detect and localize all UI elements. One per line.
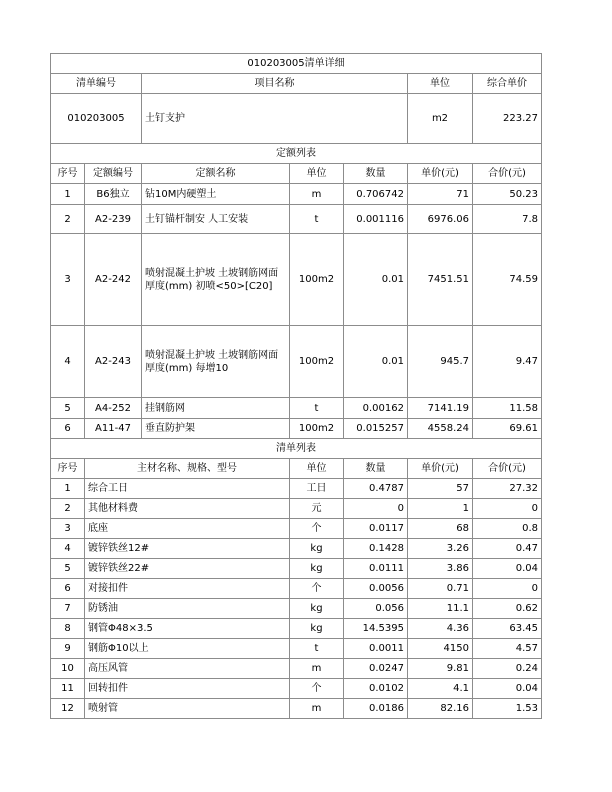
material-total: 0.8 — [473, 519, 542, 539]
material-name: 镀锌铁丝22# — [85, 559, 290, 579]
quota-no: 1 — [51, 184, 85, 205]
material-name: 其他材料费 — [85, 499, 290, 519]
material-price: 0.71 — [408, 579, 473, 599]
material-no: 9 — [51, 639, 85, 659]
material-name: 钢管Φ48×3.5 — [85, 619, 290, 639]
quota-header: 单价(元) — [408, 164, 473, 184]
material-name: 镀锌铁丝12# — [85, 539, 290, 559]
material-unit: kg — [290, 619, 344, 639]
material-unit: kg — [290, 539, 344, 559]
materials-row — [51, 639, 542, 659]
quota-total: 11.58 — [473, 398, 542, 419]
material-qty: 0.0056 — [344, 579, 408, 599]
quota-code: A4-252 — [85, 398, 142, 419]
quota-header: 数量 — [344, 164, 408, 184]
material-unit: t — [290, 639, 344, 659]
material-price: 57 — [408, 479, 473, 499]
material-total: 4.57 — [473, 639, 542, 659]
material-price: 11.1 — [408, 599, 473, 619]
material-total: 27.32 — [473, 479, 542, 499]
quota-header-row — [51, 164, 542, 184]
material-no: 11 — [51, 679, 85, 699]
summary-header-code: 清单编号 — [51, 74, 142, 94]
quota-price: 4558.24 — [408, 419, 473, 439]
quota-price: 945.7 — [408, 326, 473, 398]
quota-unit: 100m2 — [290, 326, 344, 398]
material-name: 回转扣件 — [85, 679, 290, 699]
summary-price: 223.27 — [473, 94, 542, 144]
material-total: 0 — [473, 579, 542, 599]
material-name: 钢筋Φ10以上 — [85, 639, 290, 659]
quota-price: 71 — [408, 184, 473, 205]
material-qty: 0.0186 — [344, 699, 408, 719]
quota-name: 喷射混凝土护坡 土坡钢筋网面 厚度(mm) 初喷<50>[C20] — [142, 234, 290, 326]
material-total: 0.04 — [473, 559, 542, 579]
material-unit: 个 — [290, 519, 344, 539]
quota-no: 2 — [51, 205, 85, 234]
quota-unit: 100m2 — [290, 234, 344, 326]
quota-row — [51, 398, 542, 419]
quota-code: B6独立 — [85, 184, 142, 205]
quota-qty: 0.01 — [344, 326, 408, 398]
material-unit: kg — [290, 599, 344, 619]
material-total: 0.47 — [473, 539, 542, 559]
material-no: 8 — [51, 619, 85, 639]
material-no: 6 — [51, 579, 85, 599]
material-unit: 个 — [290, 579, 344, 599]
quota-header: 单位 — [290, 164, 344, 184]
materials-row — [51, 499, 542, 519]
quota-no: 3 — [51, 234, 85, 326]
quota-unit: 100m2 — [290, 419, 344, 439]
material-price: 4150 — [408, 639, 473, 659]
materials-row — [51, 619, 542, 639]
bill-detail-table — [50, 53, 542, 719]
quota-header: 序号 — [51, 164, 85, 184]
quota-qty: 0.015257 — [344, 419, 408, 439]
quota-section-title: 定额列表 — [51, 144, 542, 164]
material-qty: 0.1428 — [344, 539, 408, 559]
quota-price: 7141.19 — [408, 398, 473, 419]
material-total: 0.04 — [473, 679, 542, 699]
materials-header-row — [51, 459, 542, 479]
quota-header: 定额编号 — [85, 164, 142, 184]
materials-row — [51, 679, 542, 699]
quota-row — [51, 205, 542, 234]
material-name: 高压风管 — [85, 659, 290, 679]
materials-row — [51, 599, 542, 619]
materials-header: 单价(元) — [408, 459, 473, 479]
material-name: 对接扣件 — [85, 579, 290, 599]
quota-row — [51, 234, 542, 326]
material-no: 7 — [51, 599, 85, 619]
materials-body — [51, 479, 542, 719]
material-no: 12 — [51, 699, 85, 719]
materials-row — [51, 479, 542, 499]
material-unit: m — [290, 659, 344, 679]
material-no: 3 — [51, 519, 85, 539]
quota-code: A11-47 — [85, 419, 142, 439]
material-unit: m — [290, 699, 344, 719]
material-unit: kg — [290, 559, 344, 579]
material-name: 防锈油 — [85, 599, 290, 619]
materials-row — [51, 519, 542, 539]
quota-name: 挂钢筋网 — [142, 398, 290, 419]
quota-total: 74.59 — [473, 234, 542, 326]
material-no: 5 — [51, 559, 85, 579]
material-qty: 14.5395 — [344, 619, 408, 639]
material-total: 63.45 — [473, 619, 542, 639]
quota-name: 喷射混凝土护坡 土坡钢筋网面 厚度(mm) 每增10 — [142, 326, 290, 398]
quota-total: 69.61 — [473, 419, 542, 439]
page-title: 010203005清单详细 — [51, 54, 542, 74]
quota-row — [51, 184, 542, 205]
material-total: 0 — [473, 499, 542, 519]
quota-unit: t — [290, 398, 344, 419]
quota-row — [51, 419, 542, 439]
summary-header-name: 项目名称 — [142, 74, 408, 94]
material-unit: 工日 — [290, 479, 344, 499]
material-no: 10 — [51, 659, 85, 679]
quota-qty: 0.706742 — [344, 184, 408, 205]
quota-name: 土钉锚杆制安 人工安装 — [142, 205, 290, 234]
material-no: 2 — [51, 499, 85, 519]
quota-no: 6 — [51, 419, 85, 439]
quota-qty: 0.00162 — [344, 398, 408, 419]
material-price: 4.1 — [408, 679, 473, 699]
material-price: 9.81 — [408, 659, 473, 679]
material-no: 1 — [51, 479, 85, 499]
material-name: 底座 — [85, 519, 290, 539]
materials-row — [51, 699, 542, 719]
quota-code: A2-242 — [85, 234, 142, 326]
material-no: 4 — [51, 539, 85, 559]
summary-name: 土钉支护 — [142, 94, 408, 144]
summary-unit: m2 — [408, 94, 473, 144]
material-qty: 0.4787 — [344, 479, 408, 499]
material-qty: 0 — [344, 499, 408, 519]
material-price: 3.26 — [408, 539, 473, 559]
quota-header: 合价(元) — [473, 164, 542, 184]
material-unit: 个 — [290, 679, 344, 699]
material-name: 喷射管 — [85, 699, 290, 719]
material-total: 0.62 — [473, 599, 542, 619]
material-price: 68 — [408, 519, 473, 539]
quota-total: 9.47 — [473, 326, 542, 398]
material-price: 4.36 — [408, 619, 473, 639]
material-qty: 0.0111 — [344, 559, 408, 579]
materials-row — [51, 539, 542, 559]
materials-header: 数量 — [344, 459, 408, 479]
material-name: 综合工日 — [85, 479, 290, 499]
summary-header-price: 综合单价 — [473, 74, 542, 94]
material-price: 82.16 — [408, 699, 473, 719]
materials-row — [51, 659, 542, 679]
material-price: 1 — [408, 499, 473, 519]
quota-row — [51, 326, 542, 398]
material-unit: 元 — [290, 499, 344, 519]
quota-unit: m — [290, 184, 344, 205]
materials-header: 序号 — [51, 459, 85, 479]
material-total: 1.53 — [473, 699, 542, 719]
materials-row — [51, 579, 542, 599]
materials-row — [51, 559, 542, 579]
materials-header: 合价(元) — [473, 459, 542, 479]
quota-name: 垂直防护架 — [142, 419, 290, 439]
summary-header-unit: 单位 — [408, 74, 473, 94]
material-qty: 0.056 — [344, 599, 408, 619]
summary-code: 010203005 — [51, 94, 142, 144]
material-qty: 0.0117 — [344, 519, 408, 539]
quota-price: 7451.51 — [408, 234, 473, 326]
materials-section-title: 清单列表 — [51, 439, 542, 459]
quota-total: 7.8 — [473, 205, 542, 234]
quota-total: 50.23 — [473, 184, 542, 205]
quota-header: 定额名称 — [142, 164, 290, 184]
quota-price: 6976.06 — [408, 205, 473, 234]
quota-code: A2-239 — [85, 205, 142, 234]
material-qty: 0.0247 — [344, 659, 408, 679]
quota-code: A2-243 — [85, 326, 142, 398]
quota-qty: 0.001116 — [344, 205, 408, 234]
materials-header: 单位 — [290, 459, 344, 479]
quota-unit: t — [290, 205, 344, 234]
materials-header: 主材名称、规格、型号 — [85, 459, 290, 479]
quota-no: 5 — [51, 398, 85, 419]
quota-qty: 0.01 — [344, 234, 408, 326]
quota-name: 钻10M内硬塑土 — [142, 184, 290, 205]
material-qty: 0.0102 — [344, 679, 408, 699]
material-total: 0.24 — [473, 659, 542, 679]
material-qty: 0.0011 — [344, 639, 408, 659]
material-price: 3.86 — [408, 559, 473, 579]
quota-no: 4 — [51, 326, 85, 398]
